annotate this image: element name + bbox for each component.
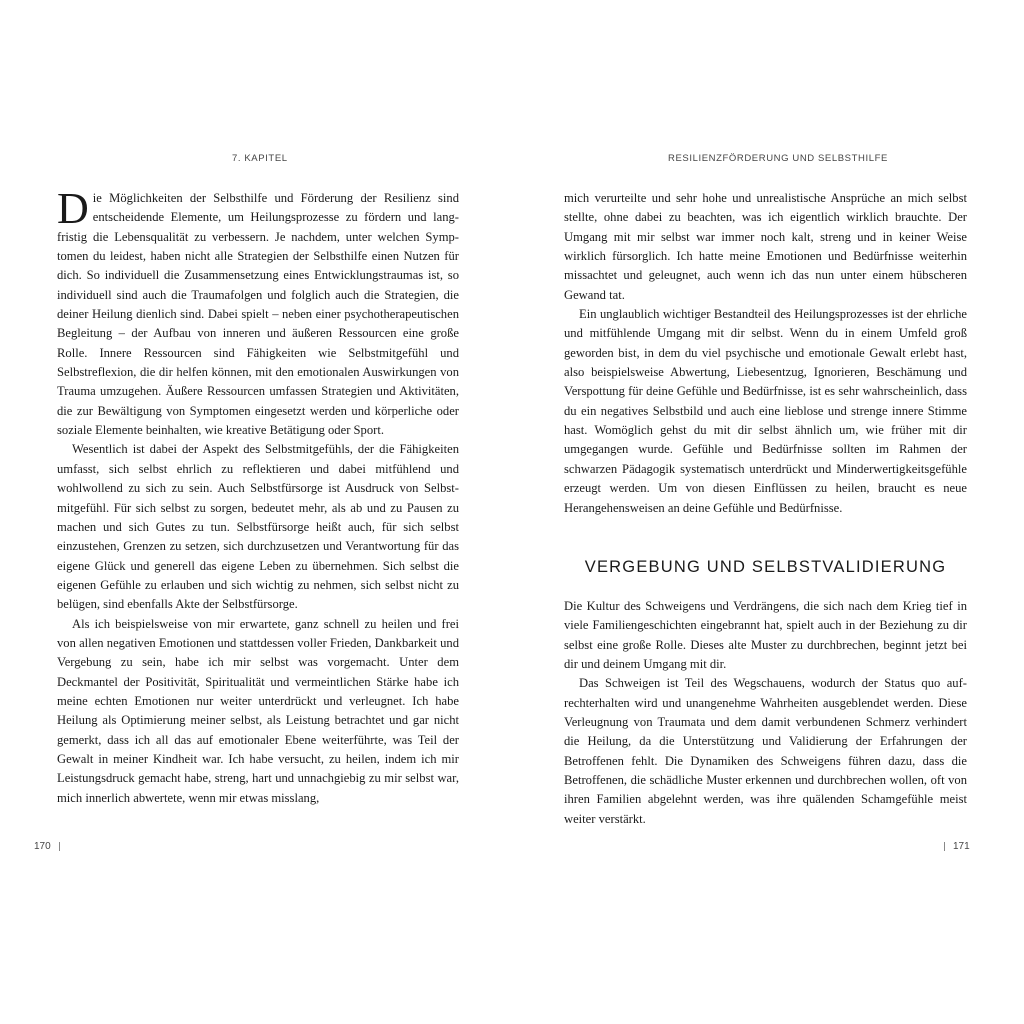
- paragraph-2: Wesentlich ist dabei der Aspekt des Selbstmitgefühls, der die Fähigkeiten umfasst, sich selbst ehrlich zu reflektieren und dabei mitfühlend und wohlwollend zu sich zu sein. Auch Selbstfürsorge ist Ausdruck von Selbstmitgefühl. Für sich selbst zu sorgen, bedeutet mehr, als ab und zu Pausen zu machen und sich Gutes zu tun. Selbstfürsorge heißt auch, für sich selbst einzustehen, Grenzen zu setzen, sich durchzusetzen und Verantwortung für das eigene Glück und generell das eigene Leben zu übernehmen. Sich selbst die eigenen Gefühle zu erlauben und sich wichtig zu nehmen, sich selbst nicht zu belügen, sind ebenfalls Akte der Selbstfürsorge.: [57, 442, 459, 612]
- paragraph-culture: Die Kultur des Schweigens und Verdrängens, die sich nach dem Krieg tief in viele Familiengeschichten eingebrannt hat, spielt auch in der Beziehung zu dir selbst eine große Rolle. Dieses alte Muster zu durchbrechen, beginnt jetzt bei dir und deinem Umgang mit dir.: [564, 598, 967, 671]
- left-body-text: [57, 184, 459, 808]
- right-body-text: [564, 189, 967, 829]
- running-head-chapter: 7. KAPITEL: [232, 153, 288, 164]
- page-number-left: 170: [34, 841, 68, 852]
- paragraph-1: [57, 184, 459, 440]
- paragraph-3: Als ich beispielsweise von mir erwartete, ganz schnell zu heilen und frei von allen negativen Emotionen und stattdessen voller Frieden, Dankbarkeit und Vergebung zu sein, habe ich mir selbst was vorgemacht. Unter dem Deckmantel der Positivität, Spiritualität und vermeintlichen Stärke habe ich meine echten Emotionen nur weiter unterdrückt und verleugnet. Ich habe Heilung als Optimierung meiner selbst, als Leistung betrachtet und gar nicht gemerkt, dass ich all das auf emotionaler Ebene weiterführte, was Teil der Gewalt in meiner Kindheit war. Ich habe versucht, zu heilen, indem ich mir Leistungsdruck gemacht habe, streng, hart und unnachgiebig zu mir selbst war, mich innerlich abwertete, wenn mir etwas misslang,: [57, 616, 459, 805]
- drop-cap: D: [57, 184, 89, 233]
- paragraph-continued: mich verurteilte und sehr hohe und unrealistische Ansprüche an mich selbst stellte, ohne dabei zu beachten, was ich eigentlich wirklich brauchte. Der Umgang mit mir selbst war immer noch kalt, streng und in keiner Weise wirklich fürsorglich. Ich hatte meine Emotionen und Bedürfnisse weiterhin missachtet und geleugnet, auch wenn ich das nun unter einem hübscheren Gewand tat.: [564, 191, 967, 302]
- section-subheading: VERGEBUNG UND SELBSTVALIDIERUNG: [584, 557, 947, 576]
- running-head-section: RESILIENZFÖRDERUNG UND SELBSTHILFE: [668, 153, 888, 164]
- right-page: [512, 0, 1024, 1024]
- folio-divider: [59, 842, 60, 851]
- paragraph-healing: Ein unglaublich wichtiger Bestandteil des Heilungsprozesses ist der ehrliche und mitfühlende Umgang mit dir selbst. Wenn du in einem Umfeld groß geworden bist, in dem du viel psychische und emotionale Gewalt erlebt hast, also beispielsweise Abwertung, Liebesentzug, Ignorieren, Beschämung und Verspottung für deine Gefühle und Bedürfnisse, ist es sehr wahrscheinlich, dass du ein negatives Selbstbild und auch eine lieblose und strenge innere Stimme hast. Womöglich gehst du mit dir selbst ähnlich um, wie früher mit dir umgegangen wurde. Gefühle und Bedürfnisse sollten im Rahmen der schwarzen Pädagogik systematisch unterdrückt und Minderwertigkeitsgefühle erzeugt werden. Um von diesen Einflüssen zu heilen, braucht es neue Herangehensweisen an deine Gefühle und Bedürfnisse.: [564, 307, 967, 515]
- paragraph-silence: Das Schweigen ist Teil des Wegschauens, wodurch der Status quo aufrechterhalten wird und unangenehme Wahrheiten ausgeblendet werden. Diese Verleugnung von Traumata und dem damit verbundenen Schmerz verhindert die Heilung, da die Unterstützung und Validierung der Erfahrungen der Betroffenen fehlt. Die Dynamiken des Schweigens führen dazu, dass die Betroffenen, die schädliche Muster erkennen und durchbrechen wollen, oft von ihren Familien abgelehnt werden, was ihre quälenden Schamgefühle meist weiter verstärkt.: [564, 676, 967, 826]
- paragraph-1-text: ie Möglichkeiten der Selbsthilfe und Förderung der Resilienz sind entscheidende Elemente, um Heilungsprozesse zu fördern und langfristig die Lebensqualität zu verbessern. Je nachdem, unter welchen Symptomen du leidest, haben nicht alle Strategien der Selbsthilfe einen Nutzen für dich. So individuell die Zusammensetzung eines Entwicklungstraumas ist, so individuell sind auch die Traumafolgen und folglich auch die Strategien, die deiner Heilung dienlich sind. Dabei spielt – neben einer psychotherapeutischen Begleitung – der Aufbau von inneren und äußeren Ressourcen eine große Rolle. Innere Ressourcen sind Fähigkeiten wie Selbstmitgefühl und Selbstreflexion, die dir helfen können, mit den emotionalen Auswirkungen von Trauma umzugehen. Äußere Ressourcen umfassen Strategien und Aktivitäten, die zur Bewältigung von Symptomen eingesetzt werden und körperliche oder soziale Elemente beinhalten, wie kreative Betätigung oder Sport.: [57, 191, 459, 438]
- folio-divider: [944, 842, 945, 851]
- page-number-right: 171: [936, 841, 970, 852]
